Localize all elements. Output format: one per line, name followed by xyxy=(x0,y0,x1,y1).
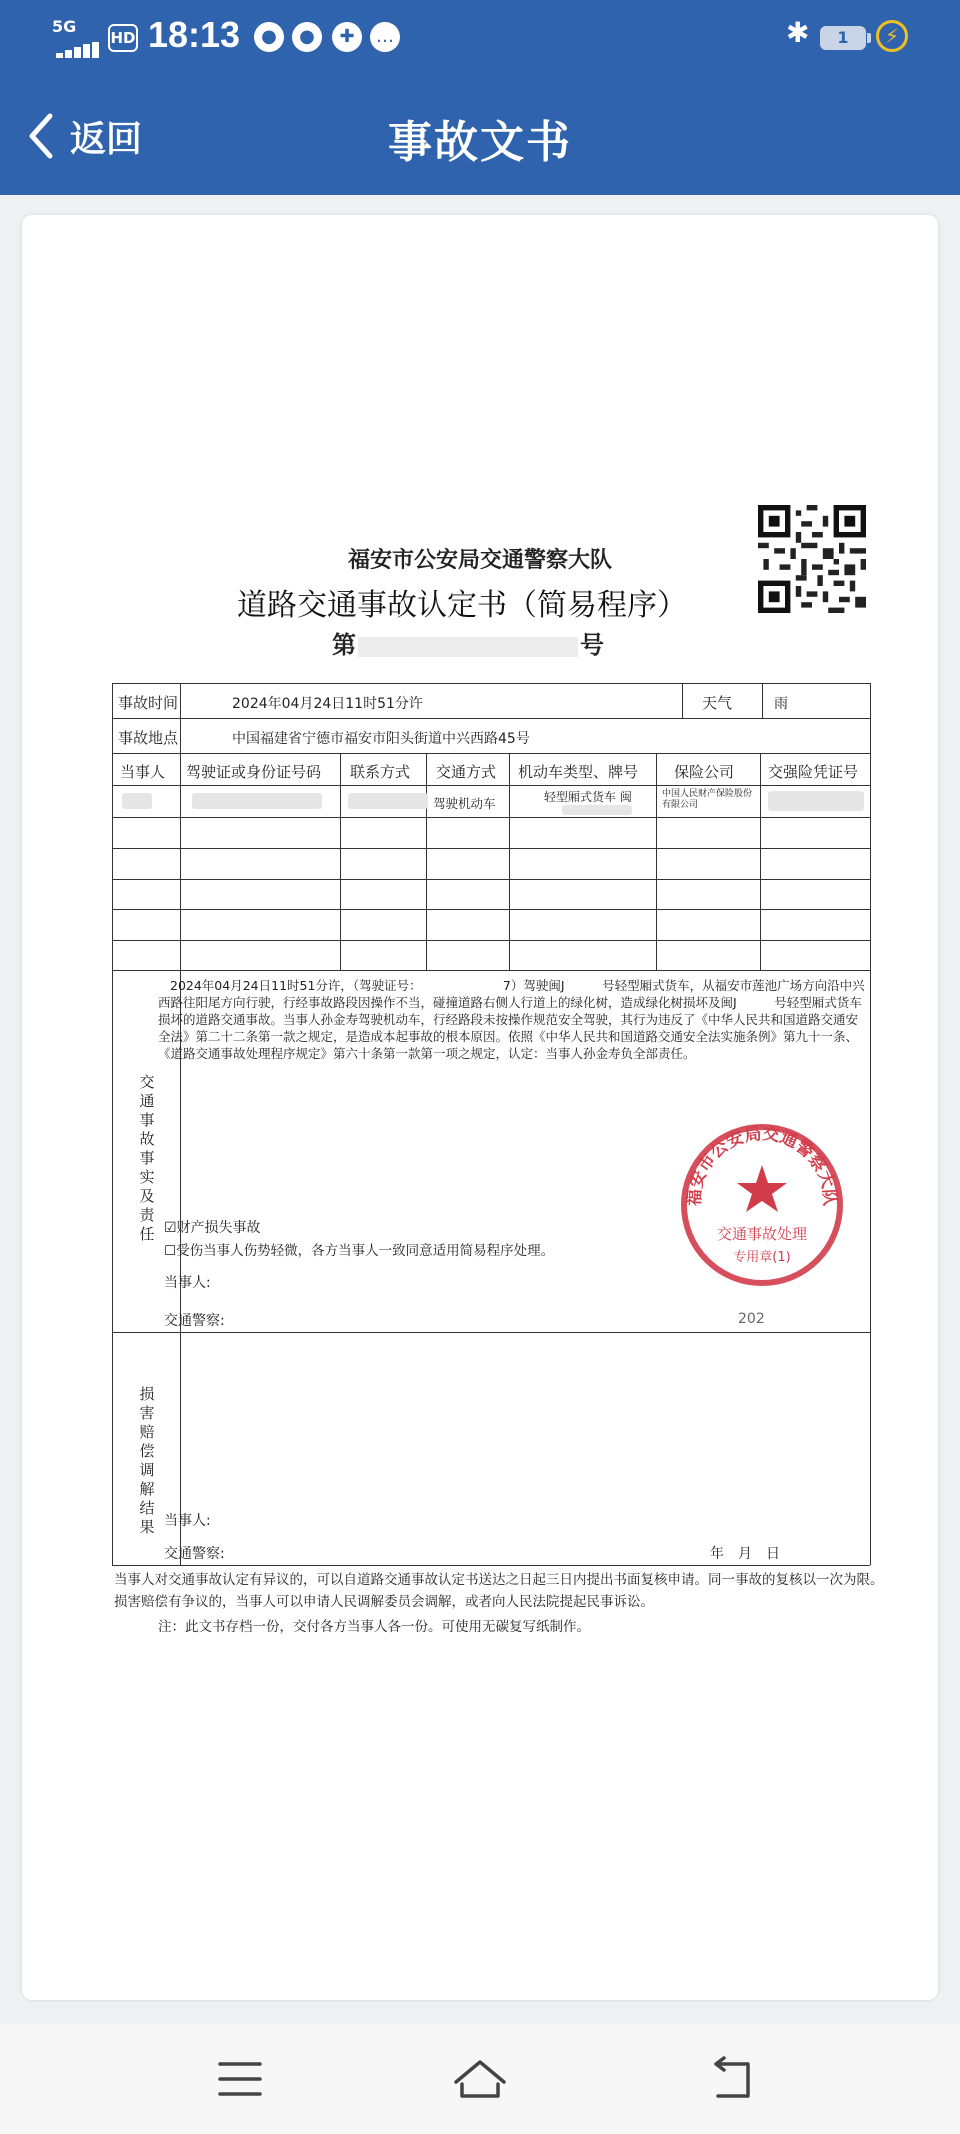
label-accident-time: 事故时间 xyxy=(118,694,179,712)
issuing-authority: 福安市公安局交通警察大队 xyxy=(347,548,612,573)
accident-document-image xyxy=(22,215,938,2000)
label-weather: 天气 xyxy=(702,694,733,712)
svg-text:专用章(1): 专用章(1) xyxy=(733,1250,791,1265)
charging-icon: ⚡ xyxy=(876,20,908,52)
message-icon: … xyxy=(370,22,400,52)
appeal-notice: 当事人对交通事故认定有异议的，可以自道路交通事故认定书送达之日起三日内提出书面复核申请。同一事故的复核以一次为限。损害赔偿有争议的，当事人可以申请人民调解委员会调解，或者向人民法院提起民事诉讼。 xyxy=(114,1572,884,1610)
archive-note: 注：此文书存档一份，交付各方当事人各一份。可使用无碳复写纸制作。 xyxy=(158,1619,590,1635)
col-party: 当事人 xyxy=(120,763,166,781)
document-number: 第 号 xyxy=(332,630,604,659)
col-policy: 交强险凭证号 xyxy=(768,763,859,781)
battery-icon: 1 xyxy=(820,26,866,50)
weather: 雨 xyxy=(774,696,788,712)
svg-text:交通事故处理: 交通事故处理 xyxy=(716,1225,808,1243)
network-indicator: 5G xyxy=(52,17,77,36)
page-title: 事故文书 xyxy=(388,117,572,168)
signal-icon xyxy=(56,42,100,58)
app-notification-icon: ✚ xyxy=(332,22,362,52)
col-contact: 联系方式 xyxy=(350,763,411,781)
official-seal xyxy=(678,1121,846,1289)
insurer: 中国人民财产保险股份有限公司 xyxy=(662,789,753,810)
redacted-phone xyxy=(348,793,428,809)
document-viewer[interactable] xyxy=(22,215,938,2000)
bluetooth-icon: ✱ xyxy=(786,16,810,49)
redacted-number xyxy=(358,637,578,657)
redacted-party xyxy=(122,793,152,809)
redacted-id xyxy=(192,793,322,809)
accident-time: 2024年04月24日11时51分许 xyxy=(232,696,423,712)
wechat-icon: ● xyxy=(292,22,322,52)
label-accident-place: 事故地点 xyxy=(118,729,179,747)
checkbox-minor-injury: ☐受伤当事人伤势轻微，各方当事人一致同意适用简易程序处理。 xyxy=(164,1243,555,1259)
checkbox-property-loss: ☑财产损失事故 xyxy=(164,1220,261,1236)
system-navigation-bar xyxy=(0,2024,960,2134)
wechat-icon: ● xyxy=(254,22,284,52)
traffic-mode: 驾驶机动车 xyxy=(433,796,496,811)
svg-text:福安市公安局交通警察大队: 福安市公安局交通警察大队 xyxy=(684,1123,840,1207)
accident-place: 中国福建省宁德市福安市阳头街道中兴西路45号 xyxy=(232,731,530,747)
comp-date: 年 月 日 xyxy=(710,1546,780,1562)
col-traffic-mode: 交通方式 xyxy=(436,763,497,781)
col-insurer: 保险公司 xyxy=(674,763,735,781)
redacted-policy xyxy=(768,791,864,811)
back-icon[interactable] xyxy=(702,2054,762,2104)
facts-label: 交通事故事实及责任 xyxy=(139,1073,155,1243)
police-signature-label: 交通警察: xyxy=(164,1313,225,1329)
clock: 18:13 xyxy=(148,14,241,55)
app-header xyxy=(0,0,960,195)
comp-police-label: 交通警察: xyxy=(164,1546,225,1562)
navigation-bar xyxy=(0,76,960,195)
party-signature-label: 当事人: xyxy=(164,1275,211,1291)
comp-party-label: 当事人: xyxy=(164,1513,211,1529)
vehicle-type: 轻型厢式货车 闽 xyxy=(544,790,632,804)
accident-facts: 2024年04月24日11时51分许，（驾驶证号： 7）驾驶闽J 号轻型厢式货车，从福安市莲池广场方向沿中兴西路往阳尾方向行驶，行经事故路段因操作不当，碰撞道路右侧人行道上的绿化树，造成绿化树损坏及闽J 号轻型厢式货车损坏的道路交通事故。当事人孙金寿驾驶机动车，行经路段未按操作规范安全驾驶，其行为违反了《中华人民共和国道路交通安全法》第二十二条第一款之规定，是造成本起事故的根本原因。依照《中华人民共和国道路交通安全法实施条例》第九十一条、《道路交通事故处理程序规定》第六十条第一款第一项之规定，认定：当事人孙金寿负全部责任。 xyxy=(158,978,865,1061)
issue-date: 202 xyxy=(738,1311,765,1327)
hd-badge: HD xyxy=(108,24,138,52)
compensation-label: 损害赔偿调解结果 xyxy=(139,1385,155,1536)
col-vehicle: 机动车类型、牌号 xyxy=(518,763,639,781)
home-icon[interactable] xyxy=(450,2054,510,2104)
back-label: 返回 xyxy=(70,118,143,160)
col-license: 驾驶证或身份证号码 xyxy=(186,763,322,781)
status-bar xyxy=(0,0,960,76)
document-title: 道路交通事故认定书（简易程序） xyxy=(237,588,687,623)
menu-icon[interactable] xyxy=(210,2054,270,2104)
redacted-plate xyxy=(562,805,632,815)
